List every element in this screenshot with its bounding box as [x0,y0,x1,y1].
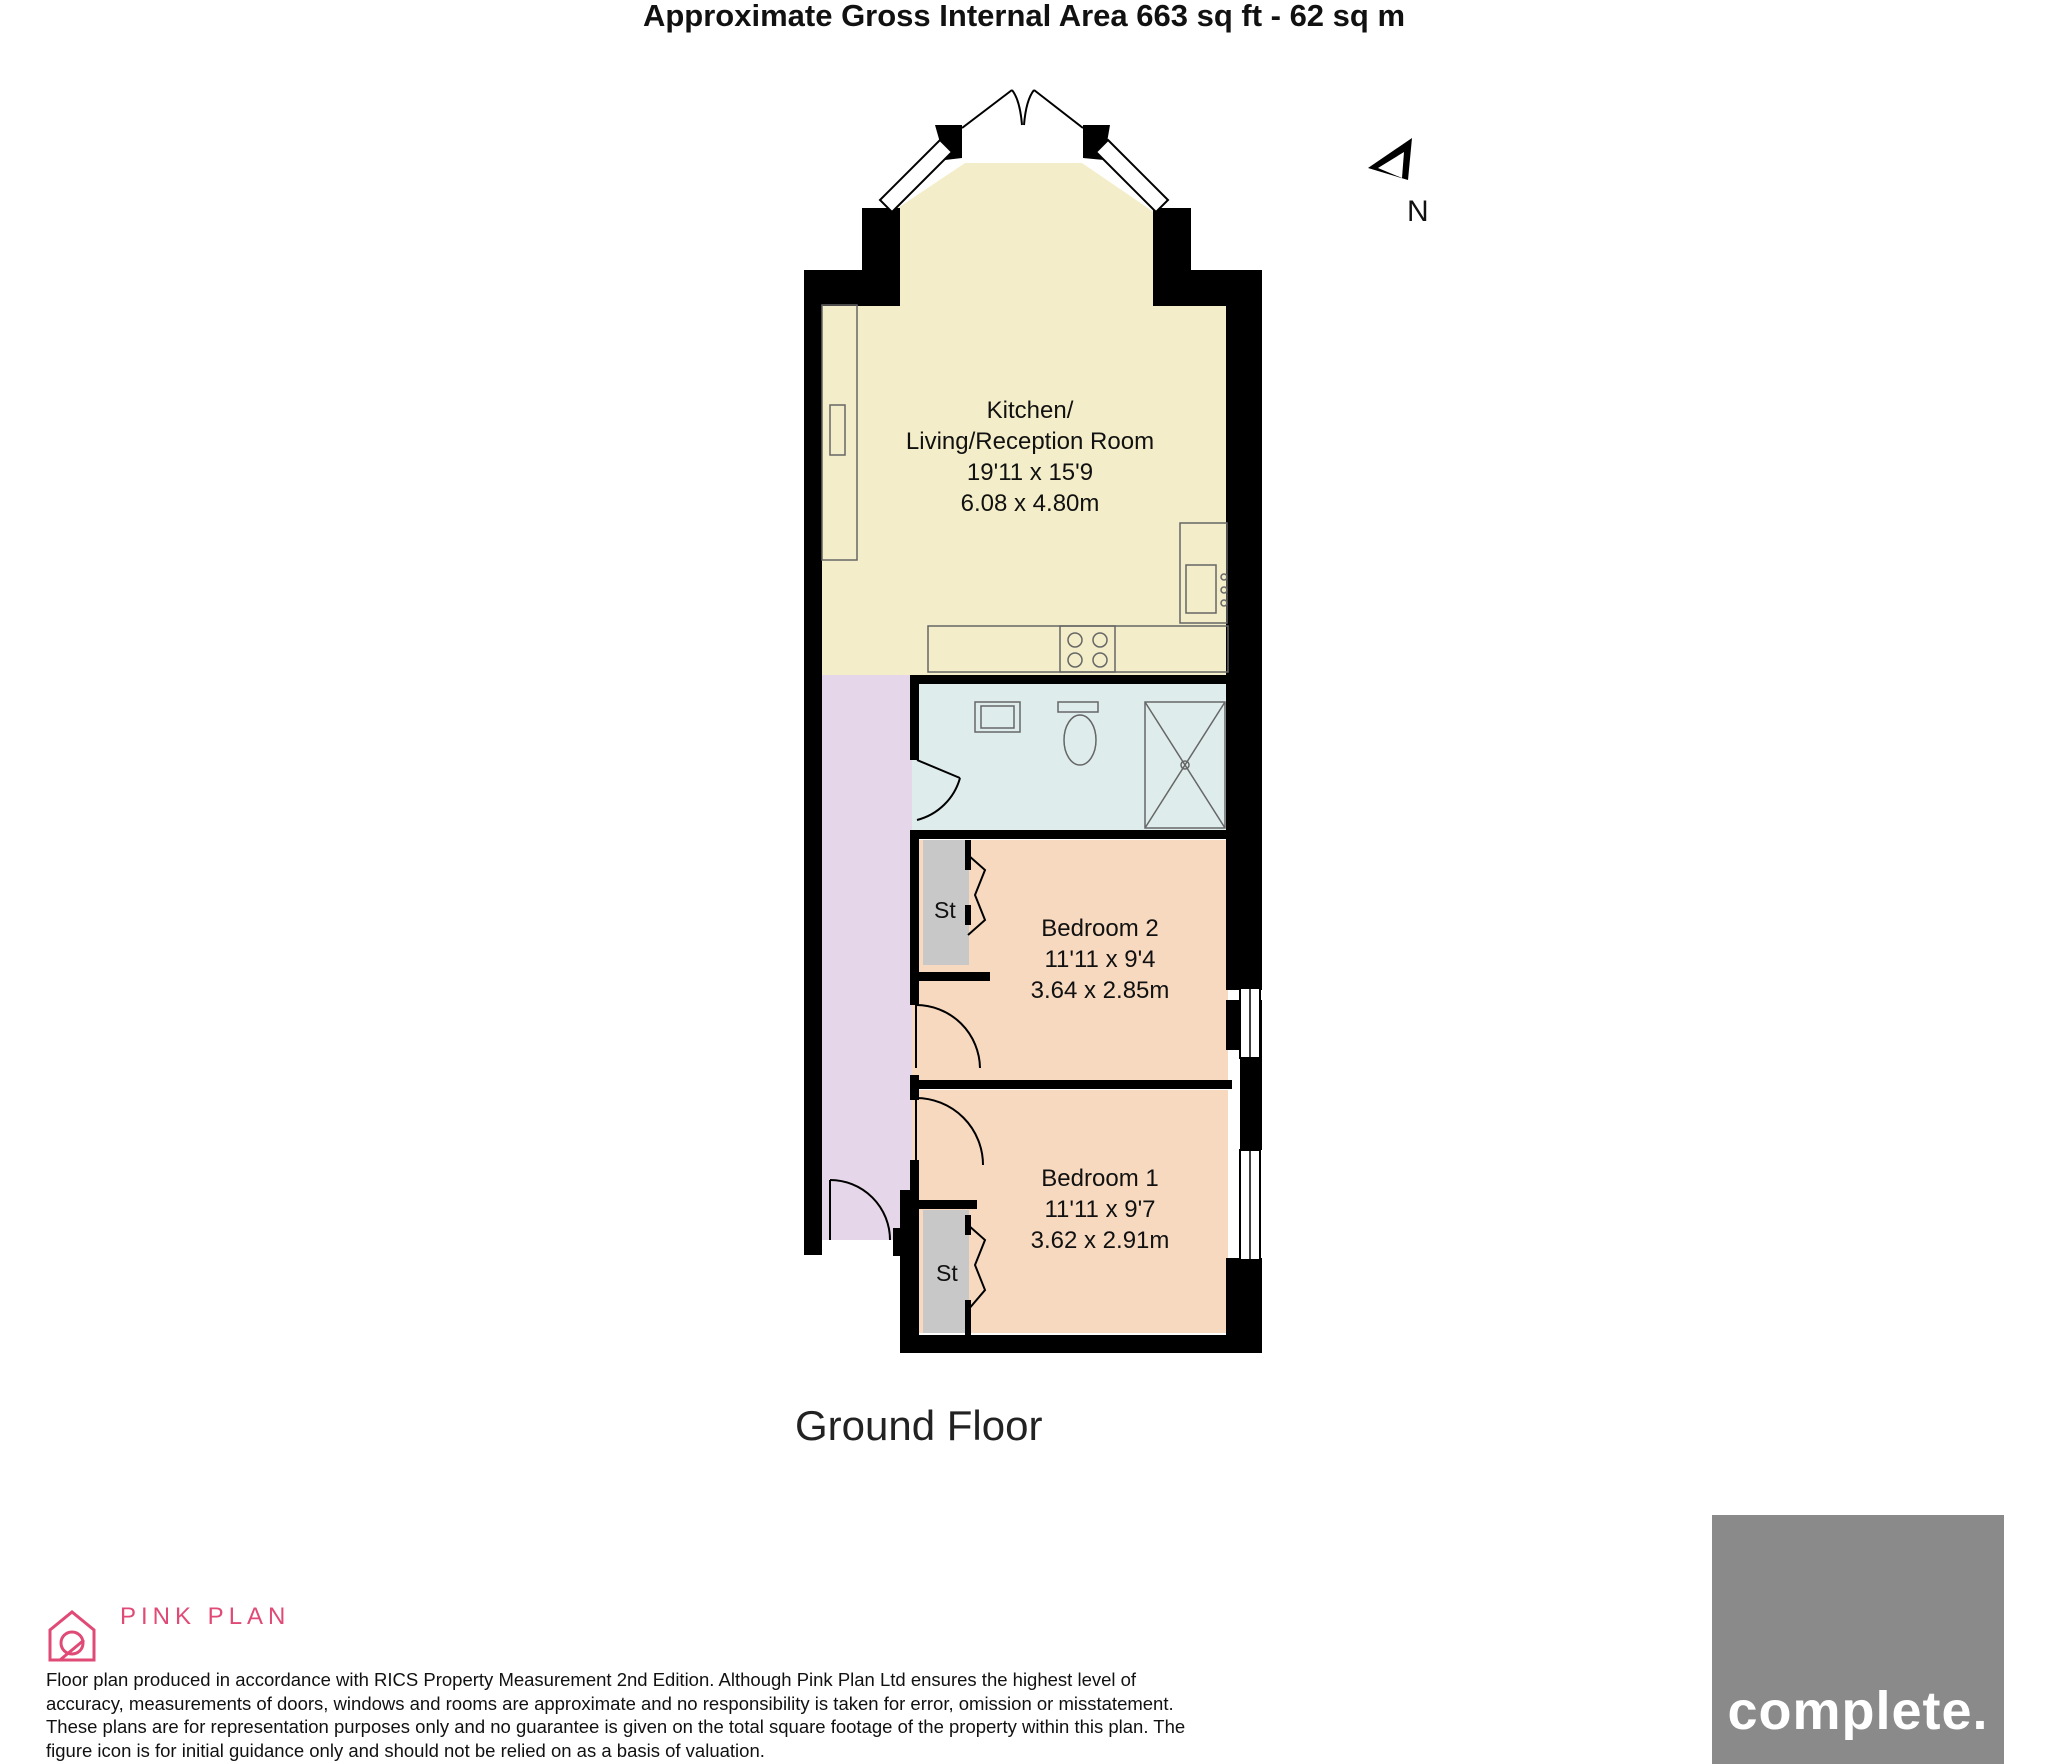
bedroom-2-name: Bedroom 2 [1041,915,1159,942]
bedroom-1-label [985,1163,1215,1256]
page-title: Approximate Gross Internal Area 663 sq ft - 62 sq m [642,0,1406,33]
kitchen-name: Kitchen/ Living/Reception Room [905,397,1155,455]
kitchen-metric: 6.08 x 4.80m [960,490,1100,517]
bedroom-1-imperial: 11'11 x 9'7 [1044,1196,1156,1223]
pink-plan-brand: PINK PLAN [120,1603,291,1630]
french-doors [962,90,1083,128]
bedroom-2-label [985,913,1215,1006]
floor-name: Ground Floor [795,1402,1043,1449]
north-label: N [1407,195,1429,228]
store-top-label: St [934,897,956,923]
kitchen-imperial: 19'11 x 15'9 [966,459,1094,486]
bedroom-1-name: Bedroom 1 [1041,1165,1159,1192]
north-arrow-icon [1368,138,1412,180]
bedroom-2-imperial: 11'11 x 9'4 [1044,946,1156,973]
pink-plan-logo-icon [50,1612,94,1660]
bedroom-2-metric: 3.64 x 2.85m [1030,977,1170,1004]
complete-logo-text: complete. [1727,1681,1989,1741]
store-bottom-label: St [936,1260,958,1286]
hallway-fill [820,675,912,1240]
disclaimer-text: Floor plan produced in accordance with RICS Property Measurement 2nd Edition. Although Pink Plan Ltd ensures the highest level of accuracy, measurements of doors, windows and rooms are approximate and no responsibility is taken for error, omission or misstatement. These plans are for representation purposes only and no guarantee is given on the total square footage of the property within this plan. The figure icon is for initial guidance only and should not be relied on as a basis of valuation. [46,1669,1186,1761]
complete-logo [1712,1515,2004,1764]
kitchen-label [855,395,1205,519]
bedroom-1-metric: 3.62 x 2.91m [1030,1227,1170,1254]
